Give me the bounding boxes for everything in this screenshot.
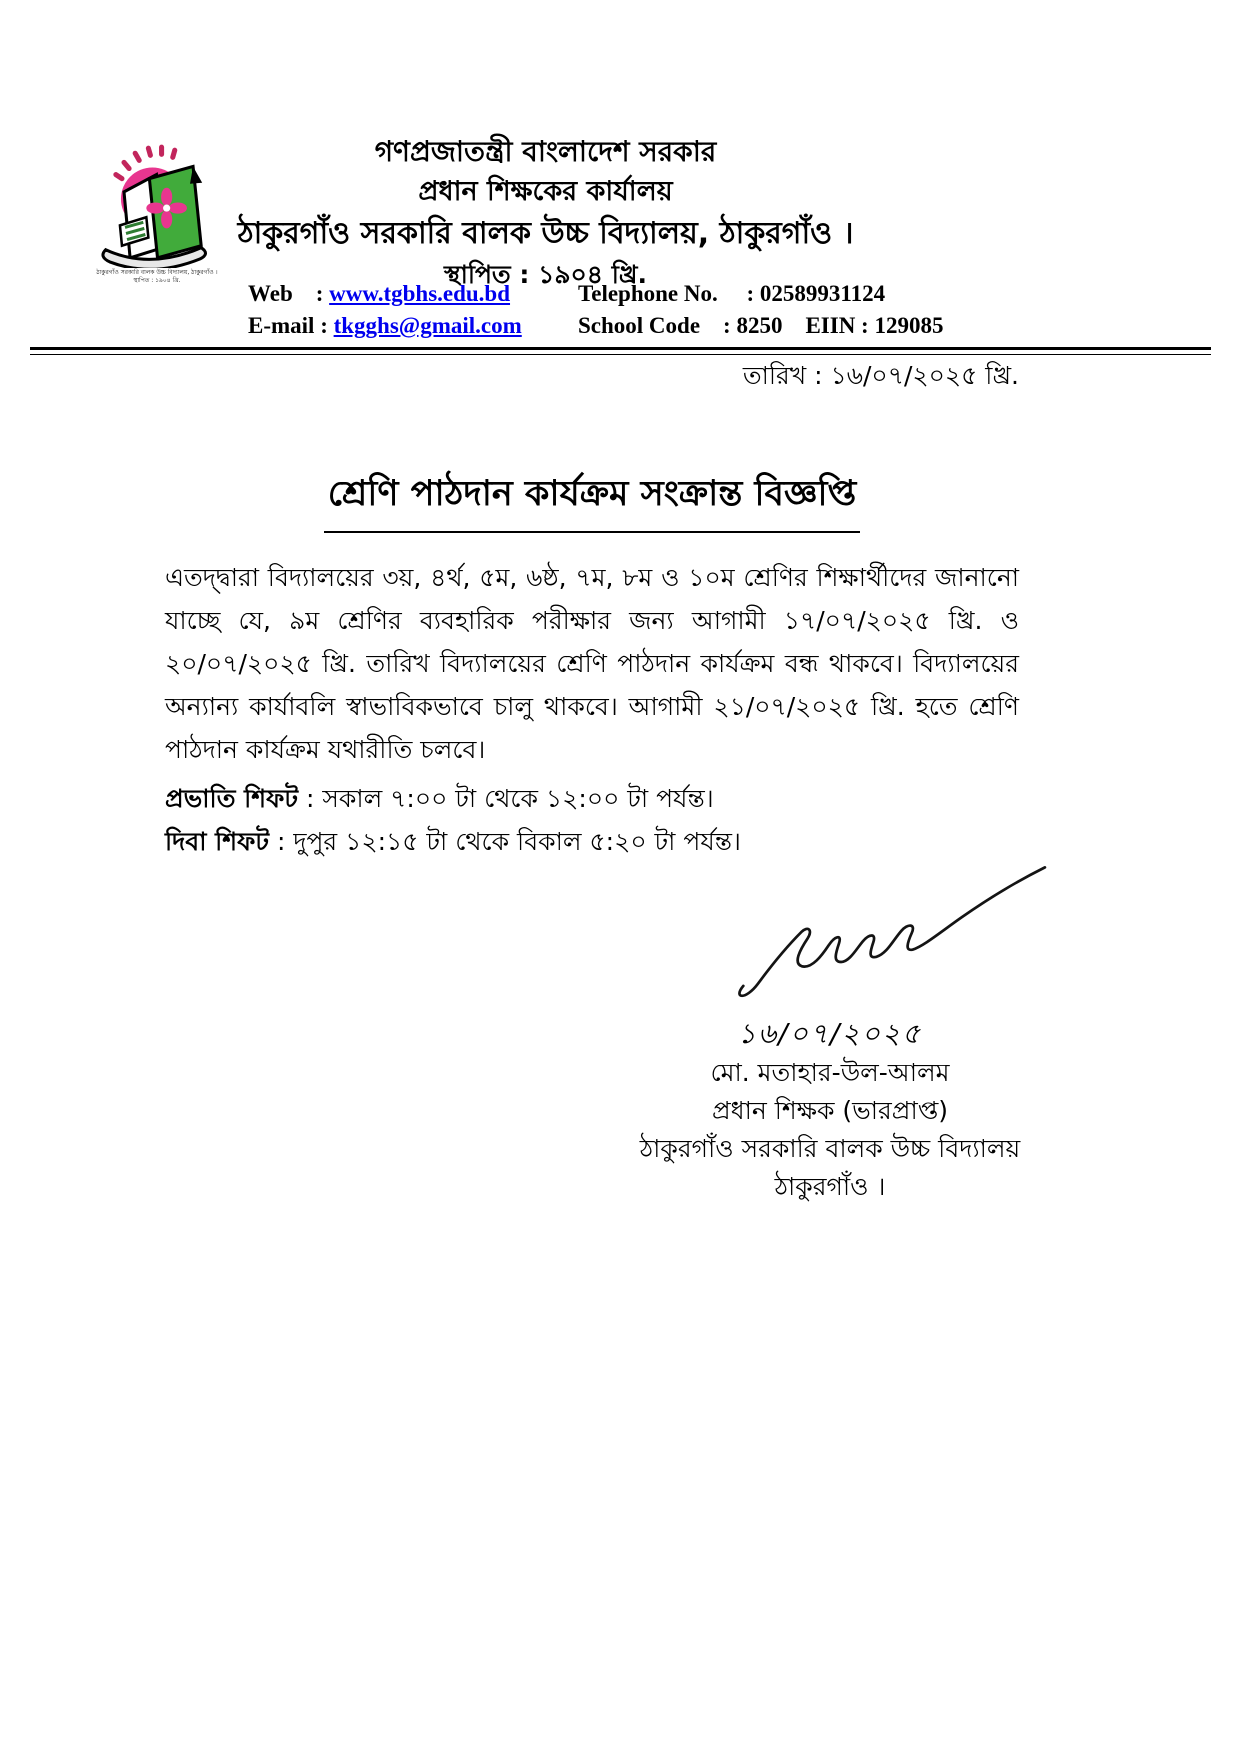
signature-icon <box>735 862 1047 1010</box>
contact-block <box>248 278 1028 342</box>
telephone-line: Telephone No. : 02589931124 <box>578 281 886 306</box>
notice-date: তারিখ : ১৬/০৭/২০২৫ খ্রি. <box>742 361 1019 390</box>
title-wrap <box>165 466 1019 533</box>
signature-block <box>630 1014 1030 1206</box>
signatory-place: ঠাকুরগাঁও । <box>774 1172 886 1201</box>
email-label: E-mail : <box>248 313 334 338</box>
website-link[interactable]: www.tgbhs.edu.bd <box>329 281 511 306</box>
morning-shift-line <box>165 779 1019 822</box>
office-line: প্রধান শিক্ষকের কার্যালয় <box>418 176 673 207</box>
established-line: স্থাপিত : ১৯০৪ খ্রি. <box>444 260 647 289</box>
signature-handwriting <box>735 862 1047 1014</box>
email-link[interactable]: tkgghs@gmail.com <box>333 313 522 338</box>
signatory-designation: প্রধান শিক্ষক (ভারপ্রাপ্ত) <box>711 1096 949 1125</box>
web-row <box>248 278 578 310</box>
morning-shift-label: প্রভাতি শিফট <box>165 784 298 813</box>
header-divider <box>30 347 1211 355</box>
notice-title: শ্রেণি পাঠদান কার্যক্রম সংক্রান্ত বিজ্ঞপ্তি <box>324 466 861 533</box>
day-shift-label: দিবা শিফট <box>165 827 269 856</box>
day-shift-time: : দুপুর ১২:১৫ টা থেকে বিকাল ৫:২০ টা পর্যন্ত। <box>269 827 741 856</box>
signatory-organization: ঠাকুরগাঁও সরকারি বালক উচ্চ বিদ্যালয় <box>639 1134 1021 1163</box>
signature-date: ১৬/০৭/২০২৫ <box>737 1017 923 1050</box>
day-shift-line <box>165 822 1019 865</box>
email-row <box>248 310 578 342</box>
morning-shift-time: : সকাল ৭:০০ টা থেকে ১২:০০ টা পর্যন্ত। <box>298 784 714 813</box>
logo-caption-line2: স্থাপিত : ১৯০৪ খ্রি. <box>133 276 181 284</box>
web-label: Web : <box>248 281 330 306</box>
government-line: গণপ্রজাতন্ত্রী বাংলাদেশ সরকার <box>374 135 717 168</box>
logo-caption-line1: ঠাকুরগাঁও সরকারি বালক উচ্চ বিদ্যালয়, ঠাকুরগাঁও । <box>96 268 218 276</box>
notice-body: এতদ্দ্বারা বিদ্যালয়ের ৩য়, ৪র্থ, ৫ম, ৬ষ্ঠ, ৭ম, ৮ম ও ১০ম শ্রেণির শিক্ষার্থীদের জানানো যাচ্ছে যে, ৯ম শ্রেণির ব্যবহারিক পরীক্ষার জন্য আগামী ১৭/০৭/২০২৫ খ্রি. ও ২০/০৭/২০২৫ খ্রি. তারিখ বিদ্যালয়ের শ্রেণি পাঠদান কার্যক্রম বন্ধ থাকবে। বিদ্যালয়ের অন্যান্য কার্যাবলি স্বাভাবিকভাবে চালু থাকবে। আগামী ২১/০৭/২০২৫ খ্রি. হতে শ্রেণি পাঠদান কার্যক্রম যথারীতি চলবে। <box>165 563 1019 764</box>
letterhead <box>180 132 911 294</box>
school-name-line: ঠাকুরগাঁও সরকারি বালক উচ্চ বিদ্যালয়, ঠাকুরগাঁও । <box>237 216 854 251</box>
contact-row-1 <box>248 278 1028 310</box>
contact-row-2 <box>248 310 1028 342</box>
school-code-line: School Code : 8250 EIIN : 129085 <box>578 313 944 338</box>
signatory-name: মো. মতাহার-উল-আলম <box>710 1058 950 1087</box>
